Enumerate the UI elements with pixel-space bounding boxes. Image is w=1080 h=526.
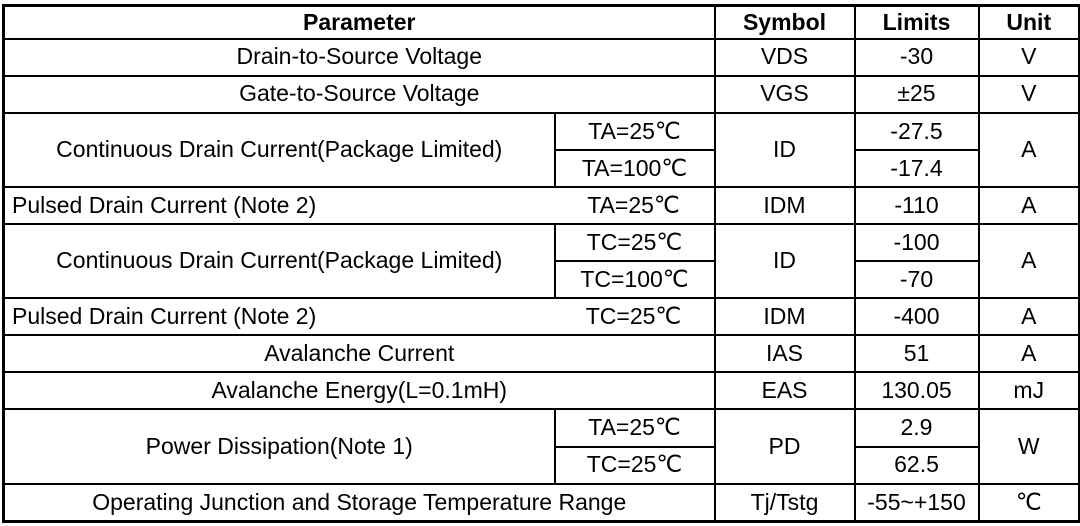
unit-column-header: Unit bbox=[979, 6, 1080, 39]
table-row bbox=[4, 39, 1080, 76]
maximum-ratings-table bbox=[2, 4, 1080, 523]
table-row bbox=[4, 409, 1080, 446]
limits-cell: ±25 bbox=[855, 76, 979, 113]
parameter-label: Pulsed Drain Current (Note 2) bbox=[12, 192, 317, 218]
limits-cell: 2.9 bbox=[855, 409, 979, 446]
parameter-cell: Gate-to-Source Voltage bbox=[4, 76, 715, 113]
limits-cell: 62.5 bbox=[855, 447, 979, 484]
limits-cell: -70 bbox=[855, 261, 979, 298]
symbol-cell: Tj/Tstg bbox=[715, 484, 855, 522]
parameter-cell: Drain-to-Source Voltage bbox=[4, 39, 715, 76]
condition-label: TC=25℃ bbox=[585, 303, 682, 330]
symbol-cell: ID bbox=[715, 224, 855, 298]
unit-cell: ℃ bbox=[979, 484, 1080, 522]
symbol-cell: VDS bbox=[715, 39, 855, 76]
symbol-cell: IDM bbox=[715, 298, 855, 335]
condition-cell: TC=25℃ bbox=[555, 447, 715, 484]
limits-cell: -110 bbox=[855, 187, 979, 224]
parameter-cell bbox=[4, 298, 715, 335]
table-row bbox=[4, 76, 1080, 113]
table-row bbox=[4, 335, 1080, 372]
unit-cell: A bbox=[979, 113, 1080, 187]
parameter-cell: Operating Junction and Storage Temperature Range bbox=[4, 484, 715, 522]
parameter-cell: Power Dissipation(Note 1) bbox=[4, 409, 555, 483]
limits-column-header: Limits bbox=[855, 6, 979, 39]
limits-cell: 51 bbox=[855, 335, 979, 372]
unit-cell: mJ bbox=[979, 372, 1080, 409]
parameter-cell: Avalanche Current bbox=[4, 335, 715, 372]
table-row bbox=[4, 372, 1080, 409]
unit-cell: A bbox=[979, 224, 1080, 298]
unit-cell: W bbox=[979, 409, 1080, 483]
table-row bbox=[4, 298, 1080, 335]
parameter-cell bbox=[4, 187, 715, 224]
condition-cell: TA=25℃ bbox=[555, 113, 715, 150]
condition-cell: TC=100℃ bbox=[555, 261, 715, 298]
condition-label: TA=25℃ bbox=[587, 191, 680, 218]
symbol-cell: PD bbox=[715, 409, 855, 483]
symbol-cell: IAS bbox=[715, 335, 855, 372]
unit-cell: V bbox=[979, 76, 1080, 113]
limits-cell: 130.05 bbox=[855, 372, 979, 409]
symbol-cell: VGS bbox=[715, 76, 855, 113]
parameter-cell: Continuous Drain Current(Package Limited) bbox=[4, 113, 555, 187]
symbol-cell: IDM bbox=[715, 187, 855, 224]
parameter-label: Pulsed Drain Current (Note 2) bbox=[12, 304, 317, 330]
unit-cell: A bbox=[979, 335, 1080, 372]
parameter-column-header: Parameter bbox=[4, 6, 715, 39]
condition-cell: TA=100℃ bbox=[555, 150, 715, 187]
limits-cell: -400 bbox=[855, 298, 979, 335]
unit-cell: A bbox=[979, 298, 1080, 335]
parameter-cell: Avalanche Energy(L=0.1mH) bbox=[4, 372, 715, 409]
limits-cell: -27.5 bbox=[855, 113, 979, 150]
symbol-column-header: Symbol bbox=[715, 6, 855, 39]
limits-cell: -100 bbox=[855, 224, 979, 261]
symbol-cell: ID bbox=[715, 113, 855, 187]
table-row bbox=[4, 224, 1080, 261]
limits-cell: -17.4 bbox=[855, 150, 979, 187]
table-row bbox=[4, 484, 1080, 522]
symbol-cell: EAS bbox=[715, 372, 855, 409]
table-header-row bbox=[4, 6, 1080, 39]
parameter-cell: Continuous Drain Current(Package Limited) bbox=[4, 224, 555, 298]
limits-cell: -55~+150 bbox=[855, 484, 979, 522]
unit-cell: A bbox=[979, 187, 1080, 224]
table-row bbox=[4, 113, 1080, 150]
condition-cell: TA=25℃ bbox=[555, 409, 715, 446]
limits-cell: -30 bbox=[855, 39, 979, 76]
condition-cell: TC=25℃ bbox=[555, 224, 715, 261]
table-row bbox=[4, 187, 1080, 224]
unit-cell: V bbox=[979, 39, 1080, 76]
